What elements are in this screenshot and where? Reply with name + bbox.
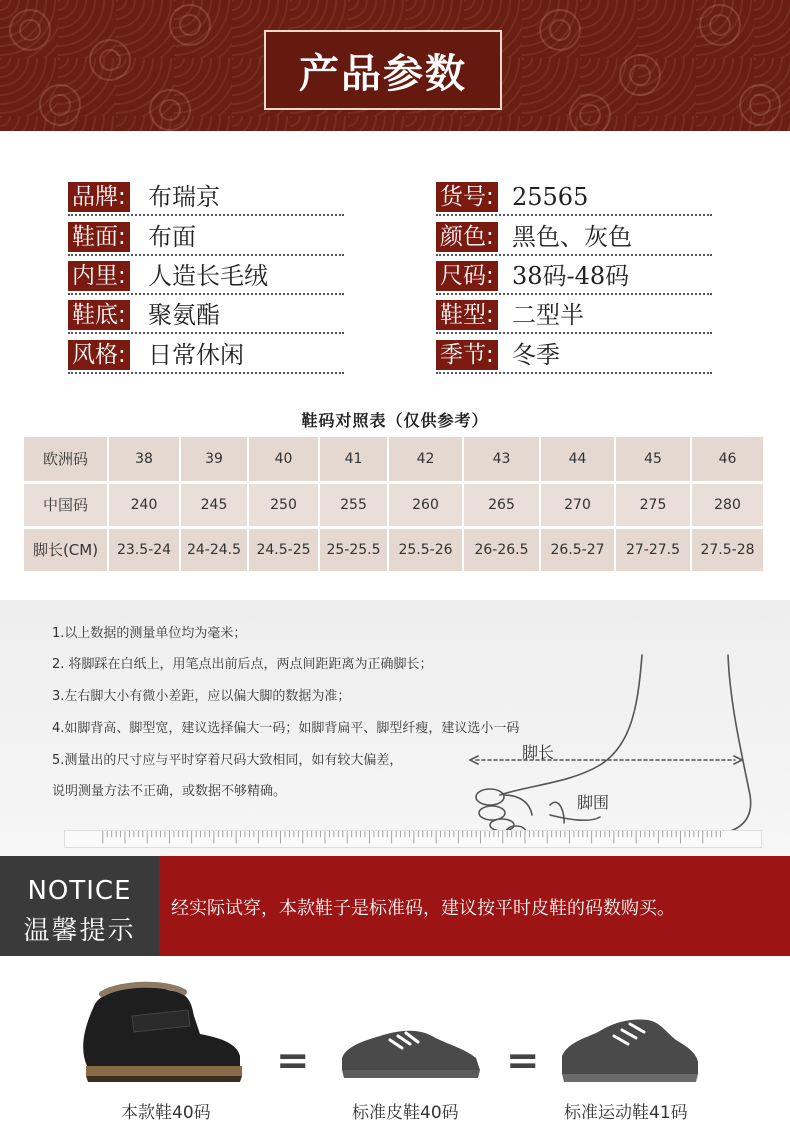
param-value: 25565 <box>512 183 589 211</box>
table-cell: 265 <box>463 482 540 527</box>
tip-line: 1.以上数据的测量单位均为毫米； <box>52 626 247 641</box>
row-header: 脚长(CM) <box>24 527 108 572</box>
table-cell: 44 <box>540 437 615 482</box>
table-cell: 270 <box>540 482 615 527</box>
param-label: 尺码: <box>436 261 498 291</box>
ruler-icon <box>64 830 762 848</box>
table-cell: 24.5-25 <box>248 527 319 572</box>
equals-sign: = <box>506 1038 540 1084</box>
table-row <box>24 527 764 572</box>
page-title: 产品参数 <box>299 50 467 97</box>
param-value: 二型半 <box>512 301 584 329</box>
dotted-divider <box>68 372 344 374</box>
tip-line: 2. 将脚踩在白纸上，用笔点出前后点，两点间距距离为正确脚长； <box>52 657 433 672</box>
param-label: 鞋面: <box>68 222 130 252</box>
dotted-divider <box>436 372 712 374</box>
notice-title-en: NOTICE <box>27 876 132 906</box>
table-cell: 39 <box>180 437 248 482</box>
dotted-divider <box>68 214 344 216</box>
param-row <box>436 182 712 216</box>
table-cell: 42 <box>388 437 463 482</box>
param-value: 日常休闲 <box>148 341 244 369</box>
shoe-caption: 本款鞋40码 <box>121 1103 211 1123</box>
table-cell: 250 <box>248 482 319 527</box>
table-cell: 240 <box>108 482 180 527</box>
table-cell: 24-24.5 <box>180 527 248 572</box>
param-label: 颜色: <box>436 222 498 252</box>
param-row <box>68 300 344 334</box>
param-label: 内里: <box>68 261 130 291</box>
param-value: 38码-48码 <box>512 262 630 290</box>
sneaker-icon <box>556 1012 706 1092</box>
table-row <box>24 437 764 482</box>
table-cell: 26.5-27 <box>540 527 615 572</box>
param-row <box>436 340 712 374</box>
table-cell: 26-26.5 <box>463 527 540 572</box>
foot-length-label: 脚长 <box>522 743 555 762</box>
size-table <box>24 437 765 574</box>
measurement-tips <box>0 600 790 856</box>
tip-line: 说明测量方法不正确，或数据不够精确。 <box>52 784 287 799</box>
size-table-title: 鞋码对照表（仅供参考） <box>301 411 489 430</box>
shoe-caption: 标准运动鞋41码 <box>564 1103 688 1123</box>
notice-title-cn: 温馨提示 <box>23 916 136 946</box>
row-header: 欧洲码 <box>24 437 108 482</box>
tip-line: 4.如脚背高、脚型宽，建议选择偏大一码；如脚背扁平、脚型纤瘦，建议选小一码 <box>52 721 520 736</box>
table-cell: 40 <box>248 437 319 482</box>
param-label: 鞋底: <box>68 300 130 330</box>
param-label: 品牌: <box>68 182 130 212</box>
table-cell: 255 <box>319 482 388 527</box>
header-banner <box>0 0 790 131</box>
notice-badge <box>0 856 159 956</box>
param-value: 黑色、灰色 <box>512 223 632 251</box>
notice-text: 经实际试穿，本款鞋子是标准码，建议按平时皮鞋的码数购买。 <box>171 898 675 919</box>
foot-outline-icon <box>460 645 790 845</box>
table-cell: 25-25.5 <box>319 527 388 572</box>
table-cell: 260 <box>388 482 463 527</box>
param-value: 布面 <box>148 223 196 251</box>
table-cell: 46 <box>691 437 764 482</box>
table-row <box>24 482 764 527</box>
table-cell: 280 <box>691 482 764 527</box>
dotted-divider <box>436 254 712 256</box>
snow-boot-icon <box>72 976 252 1086</box>
foot-girth-label: 脚围 <box>577 793 610 812</box>
param-row <box>436 300 712 334</box>
table-cell: 45 <box>615 437 691 482</box>
param-value: 冬季 <box>512 341 560 369</box>
param-row <box>68 222 344 256</box>
param-label: 货号: <box>436 182 498 212</box>
dotted-divider <box>68 332 344 334</box>
table-cell: 41 <box>319 437 388 482</box>
tip-line: 5.测量出的尺寸应与平时穿着尺码大致相同，如有较大偏差， <box>52 753 403 768</box>
param-value: 人造长毛绒 <box>148 262 268 290</box>
param-value: 聚氨酯 <box>148 301 220 329</box>
row-header: 中国码 <box>24 482 108 527</box>
table-cell: 245 <box>180 482 248 527</box>
param-row <box>68 261 344 295</box>
table-cell: 27-27.5 <box>615 527 691 572</box>
equals-sign: = <box>276 1038 310 1084</box>
dotted-divider <box>68 254 344 256</box>
param-label: 鞋型: <box>436 300 498 330</box>
shoe-caption: 标准皮鞋40码 <box>352 1103 459 1123</box>
param-label: 风格: <box>68 340 130 370</box>
table-cell: 275 <box>615 482 691 527</box>
param-row <box>68 182 344 216</box>
header-title-box <box>264 30 502 110</box>
dotted-divider <box>436 332 712 334</box>
dotted-divider <box>436 214 712 216</box>
leather-shoe-icon <box>336 1018 486 1088</box>
param-label: 季节: <box>436 340 498 370</box>
table-cell: 23.5-24 <box>108 527 180 572</box>
table-cell: 38 <box>108 437 180 482</box>
param-row <box>68 340 344 374</box>
tip-line: 3.左右脚大小有微小差距，应以偏大脚的数据为准； <box>52 689 351 704</box>
param-value: 布瑞京 <box>148 183 220 211</box>
table-cell: 25.5-26 <box>388 527 463 572</box>
dotted-divider <box>68 293 344 295</box>
table-cell: 27.5-28 <box>691 527 764 572</box>
param-row <box>436 261 712 295</box>
dotted-divider <box>436 293 712 295</box>
param-row <box>436 222 712 256</box>
notice-banner <box>159 856 790 956</box>
table-cell: 43 <box>463 437 540 482</box>
